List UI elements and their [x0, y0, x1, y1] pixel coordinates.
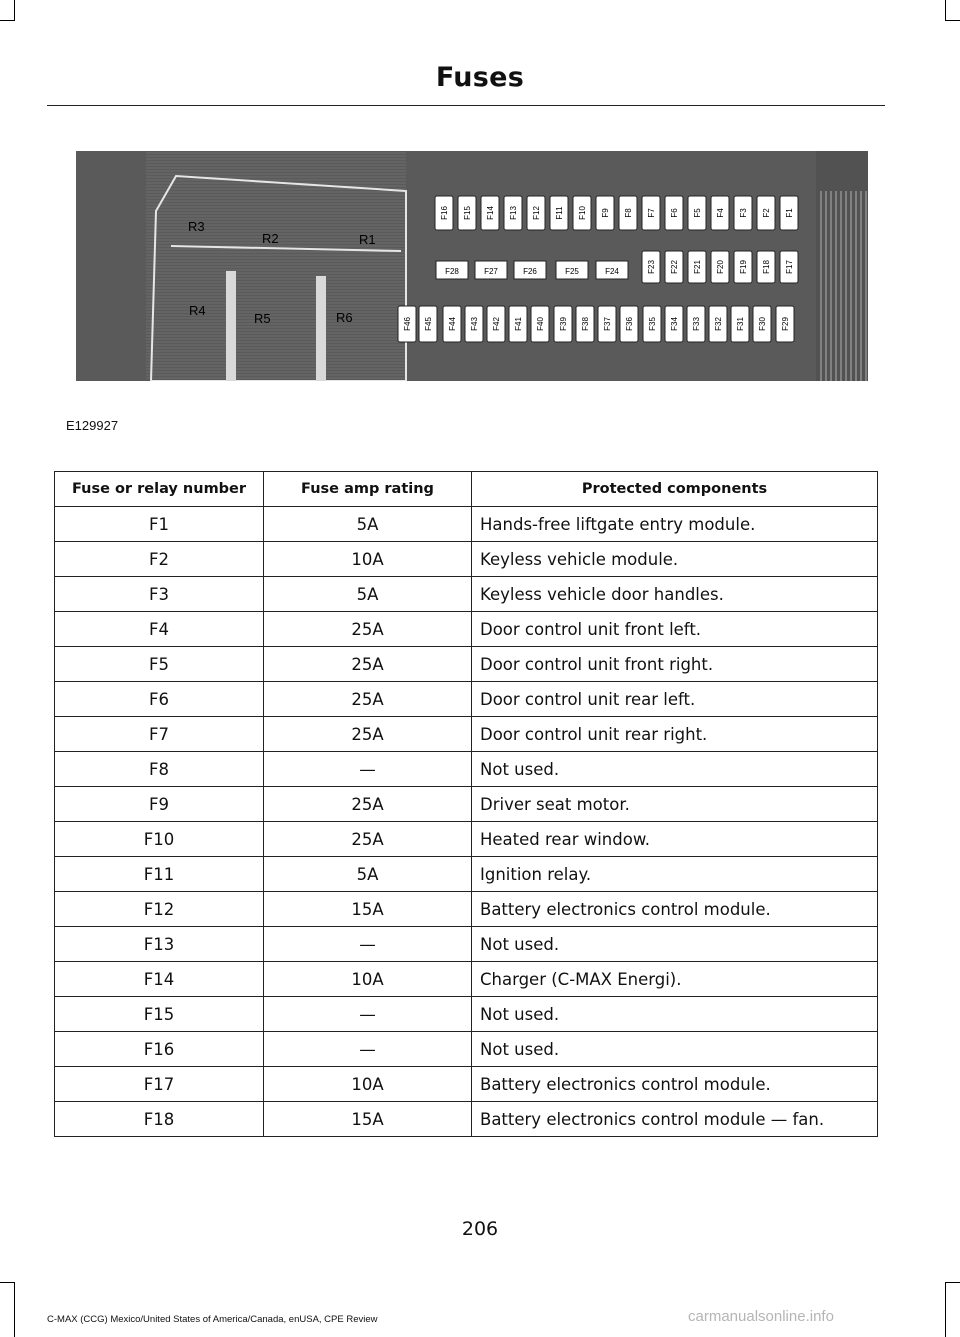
amp-rating-cell: —	[264, 1032, 472, 1067]
fuse-label: F2	[762, 208, 771, 218]
protected-component-cell: Not used.	[472, 752, 878, 787]
fuse-label: F10	[578, 206, 587, 220]
table-row	[55, 542, 878, 577]
fuse-label: F27	[484, 267, 498, 276]
fuse-number-cell: F9	[55, 787, 264, 822]
table-header-row	[55, 472, 878, 507]
fuse-label: F7	[647, 208, 656, 218]
fuse-number-cell: F4	[55, 612, 264, 647]
fuse-number-cell: F6	[55, 682, 264, 717]
amp-rating-cell: 5A	[264, 507, 472, 542]
fuse-label: F34	[670, 317, 679, 331]
fuse-label: F8	[624, 208, 633, 218]
crop-mark	[0, 20, 15, 21]
protected-component-cell: Driver seat motor.	[472, 787, 878, 822]
fuse-label: F4	[716, 208, 725, 218]
fuse-label: F42	[492, 317, 501, 331]
fuse-box-illustration	[76, 151, 868, 381]
fuse-number-cell: F7	[55, 717, 264, 752]
relay-separator	[226, 271, 236, 381]
fuse-number-cell: F3	[55, 577, 264, 612]
protected-component-cell: Hands-free liftgate entry module.	[472, 507, 878, 542]
table-row	[55, 927, 878, 962]
fuse-label: F6	[670, 208, 679, 218]
amp-rating-cell: 25A	[264, 647, 472, 682]
fuse-number-cell: F5	[55, 647, 264, 682]
protected-component-cell: Door control unit front left.	[472, 612, 878, 647]
fuse-label: F20	[716, 260, 725, 274]
fuse-label: F11	[555, 206, 564, 220]
fuse-number-cell: F17	[55, 1067, 264, 1102]
protected-component-cell: Battery electronics control module.	[472, 892, 878, 927]
amp-rating-cell: 25A	[264, 612, 472, 647]
figure-id: E129927	[66, 418, 119, 433]
relay-label: R6	[336, 310, 353, 325]
relay-label: R1	[359, 232, 376, 247]
fuse-number-cell: F15	[55, 997, 264, 1032]
amp-rating-cell: 10A	[264, 1067, 472, 1102]
protected-component-cell: Battery electronics control module.	[472, 1067, 878, 1102]
fuse-label: F25	[565, 267, 579, 276]
fuse-label: F23	[647, 260, 656, 274]
protected-component-cell: Heated rear window.	[472, 822, 878, 857]
crop-mark	[945, 0, 946, 20]
fuse-label: F5	[693, 208, 702, 218]
relay-label: R3	[188, 219, 205, 234]
table-row	[55, 822, 878, 857]
protected-component-cell: Door control unit rear right.	[472, 717, 878, 752]
fuse-label: F15	[463, 206, 472, 220]
protected-component-cell: Battery electronics control module — fan.	[472, 1102, 878, 1137]
fuse-label: F46	[403, 317, 412, 331]
fuse-label: F35	[648, 317, 657, 331]
table-row	[55, 647, 878, 682]
protected-component-cell: Keyless vehicle door handles.	[472, 577, 878, 612]
fuse-label: F21	[693, 260, 702, 274]
fuse-label: F31	[736, 317, 745, 331]
fuse-number-cell: F18	[55, 1102, 264, 1137]
fuse-label: F39	[559, 317, 568, 331]
column-header: Fuse amp rating	[264, 472, 472, 507]
column-header: Fuse or relay number	[55, 472, 264, 507]
table-row	[55, 682, 878, 717]
protected-component-cell: Door control unit front right.	[472, 647, 878, 682]
protected-component-cell: Door control unit rear left.	[472, 682, 878, 717]
crop-mark	[945, 1282, 960, 1283]
fuse-label: F18	[762, 260, 771, 274]
footer-text: C-MAX (CCG) Mexico/United States of America/Canada, enUSA, CPE Review	[47, 1314, 378, 1325]
fuse-label: F16	[440, 206, 449, 220]
crop-mark	[14, 1282, 15, 1337]
fuse-label: F40	[536, 317, 545, 331]
page-title: Fuses	[435, 62, 525, 93]
fuse-label: F30	[758, 317, 767, 331]
table-row	[55, 752, 878, 787]
fuse-number-cell: F2	[55, 542, 264, 577]
protected-component-cell: Charger (C-MAX Energi).	[472, 962, 878, 997]
relay-label: R4	[189, 303, 206, 318]
amp-rating-cell: 15A	[264, 1102, 472, 1137]
protected-component-cell: Keyless vehicle module.	[472, 542, 878, 577]
table-row	[55, 857, 878, 892]
crop-mark	[14, 0, 15, 20]
fuse-number-cell: F11	[55, 857, 264, 892]
fuse-number-cell: F13	[55, 927, 264, 962]
table-row	[55, 787, 878, 822]
amp-rating-cell: 10A	[264, 962, 472, 997]
fuse-label: F19	[739, 260, 748, 274]
amp-rating-cell: 25A	[264, 682, 472, 717]
amp-rating-cell: 5A	[264, 577, 472, 612]
fuse-label: F41	[514, 317, 523, 331]
fuse-label: F1	[785, 208, 794, 218]
amp-rating-cell: 5A	[264, 857, 472, 892]
fuse-label: F17	[785, 260, 794, 274]
fuse-table	[54, 471, 878, 1137]
amp-rating-cell: 25A	[264, 717, 472, 752]
fuse-label: F32	[714, 317, 723, 331]
crop-mark	[945, 1282, 946, 1337]
protected-component-cell: Ignition relay.	[472, 857, 878, 892]
table-row	[55, 1032, 878, 1067]
amp-rating-cell: 10A	[264, 542, 472, 577]
amp-rating-cell: —	[264, 997, 472, 1032]
relay-label: R5	[254, 311, 271, 326]
table-row	[55, 962, 878, 997]
fuse-label: F36	[625, 317, 634, 331]
amp-rating-cell: —	[264, 927, 472, 962]
amp-rating-cell: 25A	[264, 787, 472, 822]
fuse-label: F14	[486, 206, 495, 220]
watermark: carmanualsonline.info	[688, 1308, 834, 1325]
protected-component-cell: Not used.	[472, 927, 878, 962]
fuse-number-cell: F8	[55, 752, 264, 787]
protected-component-cell: Not used.	[472, 997, 878, 1032]
amp-rating-cell: 25A	[264, 822, 472, 857]
fuse-label: F33	[692, 317, 701, 331]
column-header: Protected components	[472, 472, 878, 507]
crop-mark	[945, 20, 960, 21]
fuse-box-diagram	[76, 151, 868, 381]
fuse-label: F3	[739, 208, 748, 218]
table-row	[55, 892, 878, 927]
title-divider	[47, 105, 885, 106]
amp-rating-cell: —	[264, 752, 472, 787]
fuse-number-cell: F14	[55, 962, 264, 997]
fuse-label: F45	[424, 317, 433, 331]
table-row	[55, 1067, 878, 1102]
protected-component-cell: Not used.	[472, 1032, 878, 1067]
fuse-label: F12	[532, 206, 541, 220]
fuse-label: F9	[601, 208, 610, 218]
table-row	[55, 507, 878, 542]
fuse-label: F13	[509, 206, 518, 220]
fuse-label: F28	[445, 267, 459, 276]
relay-label: R2	[262, 231, 279, 246]
amp-rating-cell: 15A	[264, 892, 472, 927]
page-number: 206	[461, 1218, 499, 1240]
fuse-label: F22	[670, 260, 679, 274]
crop-mark	[0, 1282, 15, 1283]
table-row	[55, 612, 878, 647]
fuse-label: F44	[448, 317, 457, 331]
fuse-number-cell: F12	[55, 892, 264, 927]
fuse-label: F26	[523, 267, 537, 276]
fuse-label: F38	[581, 317, 590, 331]
fuse-label: F24	[605, 267, 619, 276]
fuse-label: F43	[470, 317, 479, 331]
fuse-label: F37	[603, 317, 612, 331]
fuse-number-cell: F16	[55, 1032, 264, 1067]
housing-edge	[816, 151, 868, 381]
table-row	[55, 717, 878, 752]
table-row	[55, 997, 878, 1032]
table-row	[55, 1102, 878, 1137]
fuse-number-cell: F10	[55, 822, 264, 857]
relay-separator	[316, 276, 326, 381]
fuse-number-cell: F1	[55, 507, 264, 542]
table-row	[55, 577, 878, 612]
fuse-label: F29	[781, 317, 790, 331]
